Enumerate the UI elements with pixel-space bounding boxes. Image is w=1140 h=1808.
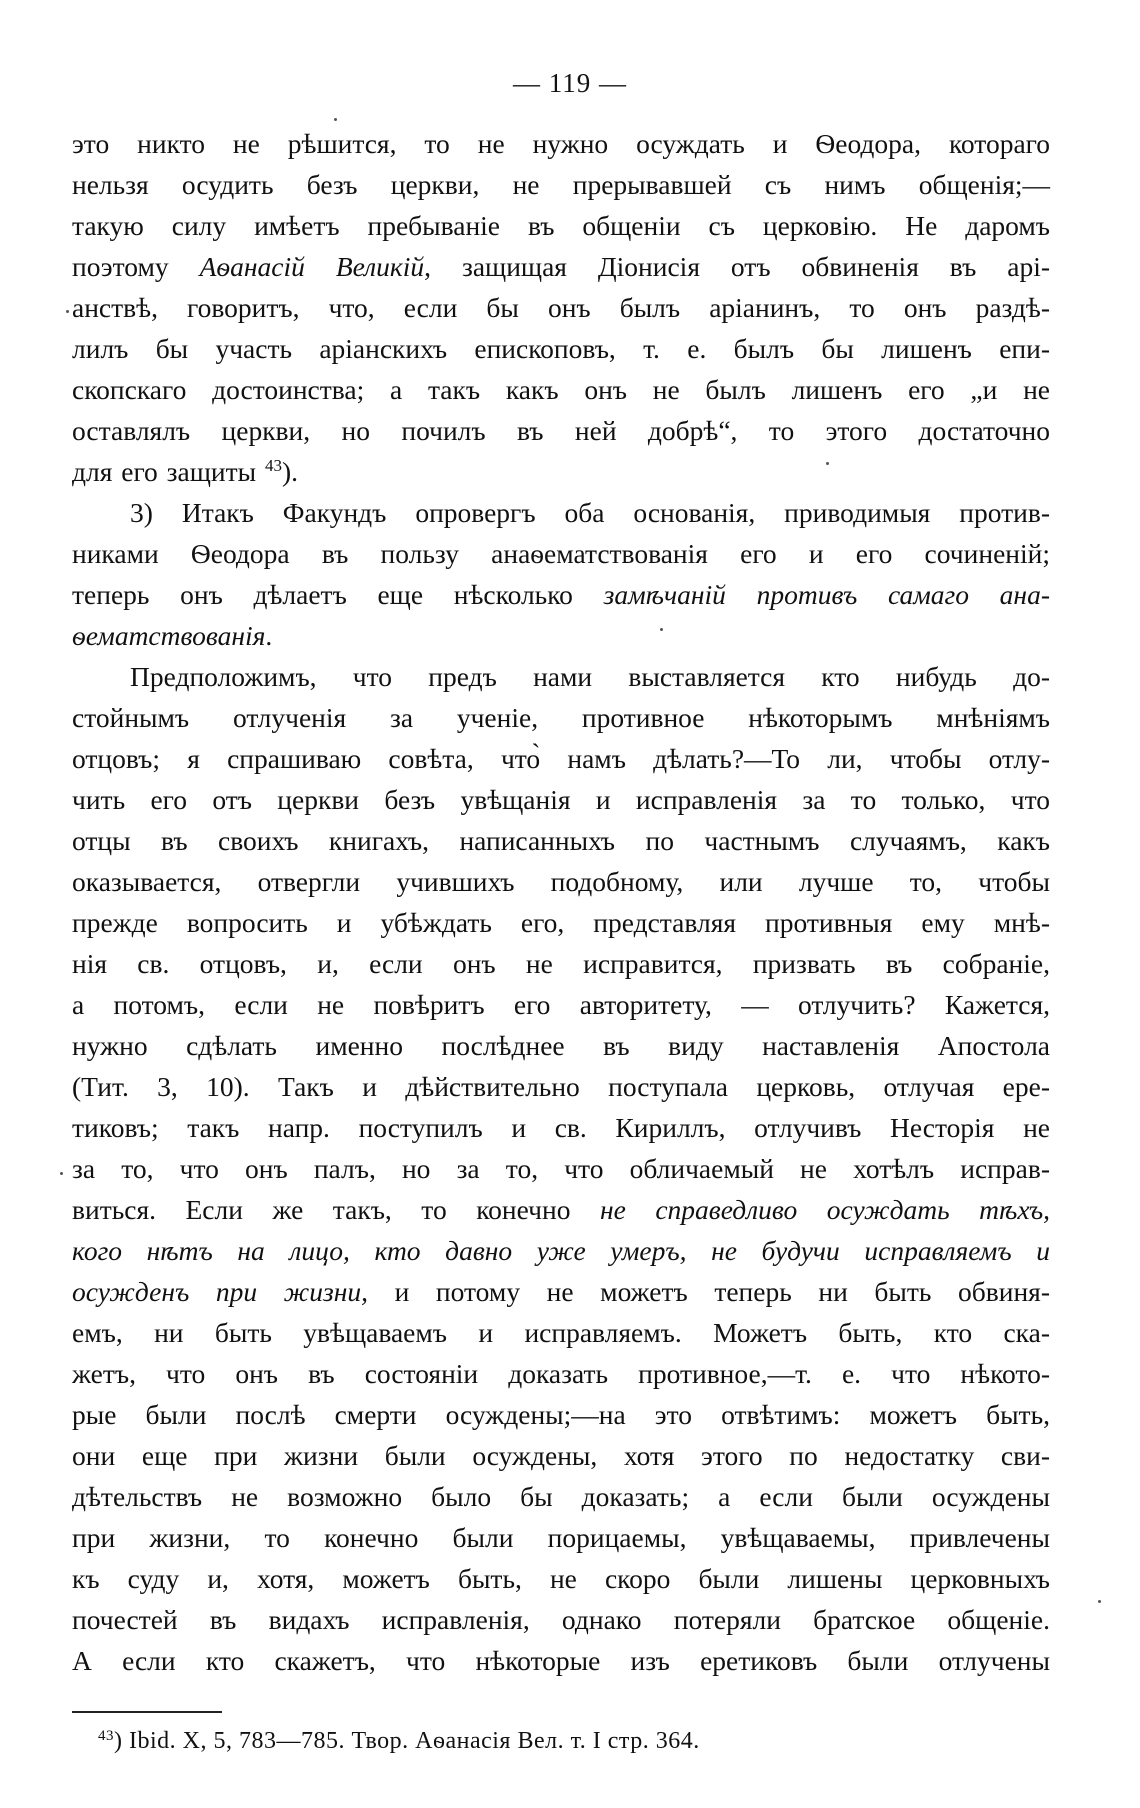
text-line: скопскаго достоинства; а такъ какъ онъ не былъ лишенъ его „и не <box>72 374 1050 405</box>
text-line: прежде вопросить и убѣждать его, представляя противныя ему мнѣ- <box>72 907 1050 938</box>
text-line: оставлялъ церкви, но почилъ въ ней добрѣ“, то этого достаточно <box>72 415 1050 446</box>
print-speck <box>660 628 663 631</box>
text-line: нельзя осудить безъ церкви, не прерывавшей съ нимъ общенія;— <box>72 169 1050 200</box>
text-line: осужденъ при жизни, и потому не можетъ теперь ни быть обвиня- <box>72 1276 1050 1307</box>
print-speck <box>826 462 829 465</box>
footnote <box>98 1724 700 1758</box>
footnote-marker: 43 <box>98 1728 114 1744</box>
text-line: такую силу имѣетъ пребываніе въ общеніи съ церковію. Не даромъ <box>72 210 1050 241</box>
italic-name: Аѳанасій Великій <box>199 251 425 282</box>
text-line: рые были послѣ смерти осуждены;—на это отвѣтимъ: можетъ быть, <box>72 1399 1050 1430</box>
print-speck <box>60 1172 63 1175</box>
text-line: почестей въ видахъ исправленія, однако потеряли братское общеніе. <box>72 1604 1050 1635</box>
text-line: къ суду и, хотя, можетъ быть, не скоро были лишены церковныхъ <box>72 1563 1050 1594</box>
print-speck <box>1098 1600 1101 1603</box>
text-line: отцы въ своихъ книгахъ, написанныхъ по частнымъ случаямъ, какъ <box>72 825 1050 856</box>
text-line: Предположимъ, что предъ нами выставляется кто нибудь до- <box>130 661 1050 692</box>
print-speck <box>334 118 337 121</box>
text-line: отцовъ; я спрашиваю совѣта, что̀ намъ дѣлать?—То ли, чтобы отлу- <box>72 743 1050 774</box>
text-line: анствѣ, говоритъ, что, если бы онъ былъ аріанинъ, то онъ раздѣ- <box>72 292 1050 323</box>
text-line: они еще при жизни были осуждены, хотя этого по недостатку сви- <box>72 1440 1050 1471</box>
text-line: а потомъ, если не повѣритъ его авторитету, — отлучить? Кажется, <box>72 989 1050 1020</box>
text-line: А если кто скажетъ, что нѣкоторые изъ еретиковъ были отлучены <box>72 1645 1050 1676</box>
text-line: дѣтельствъ не возможно было бы доказать; а если были осуждены <box>72 1481 1050 1512</box>
text-line: чить его отъ церкви безъ увѣщанія и исправленія за то только, что <box>72 784 1050 815</box>
text-line: тиковъ; такъ напр. поступилъ и св. Кириллъ, отлучивъ Несторія не <box>72 1112 1050 1143</box>
italic-phrase: не справедливо осуждать тѣхъ, <box>599 1194 1050 1225</box>
text-line <box>72 1231 1050 1271</box>
text-line: нія св. отцовъ, и, если онъ не исправится, призвать въ собраніе, <box>72 948 1050 979</box>
text-line: стойнымъ отлученія за ученіе, противное нѣкоторымъ мнѣніямъ <box>72 702 1050 733</box>
italic-phrase: осужденъ при жизни, <box>72 1276 369 1307</box>
italic-phrase: замѣчаній противъ самаго ана- <box>603 579 1050 610</box>
text-line: лилъ бы участь аріанскихъ епископовъ, т. е. былъ бы лишенъ епи- <box>72 333 1050 364</box>
text-line: (Тит. 3, 10). Такъ и дѣйствительно поступала церковь, отлучая ере- <box>72 1071 1050 1102</box>
text-line: нужно сдѣлать именно послѣднее въ виду наставленія Апостола <box>72 1030 1050 1061</box>
italic-phrase: ѳематствованія <box>72 620 266 651</box>
print-speck <box>66 310 69 313</box>
text-line: для его защиты $^{43}$). <box>72 456 299 487</box>
text-line: при жизни, то конечно были порицаемы, увѣщаваемы, привлечены <box>72 1522 1050 1553</box>
text-line: поэтому Аѳанасій Великій, защищая Діонисія отъ обвиненія въ арі- <box>72 251 1051 282</box>
footnote-reference: 43 <box>265 456 282 475</box>
page-number: — 119 — <box>513 68 627 98</box>
footnote-divider <box>72 1711 222 1713</box>
text-line: никами Ѳеодора въ пользу анаѳематствованія его и его сочиненій; <box>72 538 1050 569</box>
text-line: виться. Если же такъ, то конечно не справедливо осуждать тѣхъ, <box>72 1194 1050 1225</box>
footnote-text: ) Ibid. X, 5, 783—785. Твор. Аѳанасія Вел. т. I стр. 364. <box>114 1728 700 1754</box>
text-line: это никто не рѣшится, то не нужно осуждать и Ѳеодора, котораго <box>72 128 1050 159</box>
text-line: теперь онъ дѣлаетъ еще нѣсколько замѣчаній противъ самаго ана- <box>72 579 1050 610</box>
italic-phrase: кого нѣтъ на лицо, кто давно уже умеръ, не будучи исправляемъ и <box>72 1235 1050 1266</box>
text-line: жетъ, что онъ въ состояніи доказать противное,—т. е. что нѣкото- <box>72 1358 1050 1389</box>
text-line: емъ, ни быть увѣщаваемъ и исправляемъ. Можетъ быть, кто ска- <box>72 1317 1050 1348</box>
text-line: 3) Итакъ Факундъ опровергъ оба основанія, приводимыя против- <box>130 497 1050 528</box>
text-line: ѳематствованія. <box>72 620 273 651</box>
text-line: оказывается, отвергли учившихъ подобному, или лучше то, чтобы <box>72 866 1050 897</box>
text-line: за то, что онъ палъ, но за то, что обличаемый не хотѣлъ исправ- <box>72 1153 1050 1184</box>
